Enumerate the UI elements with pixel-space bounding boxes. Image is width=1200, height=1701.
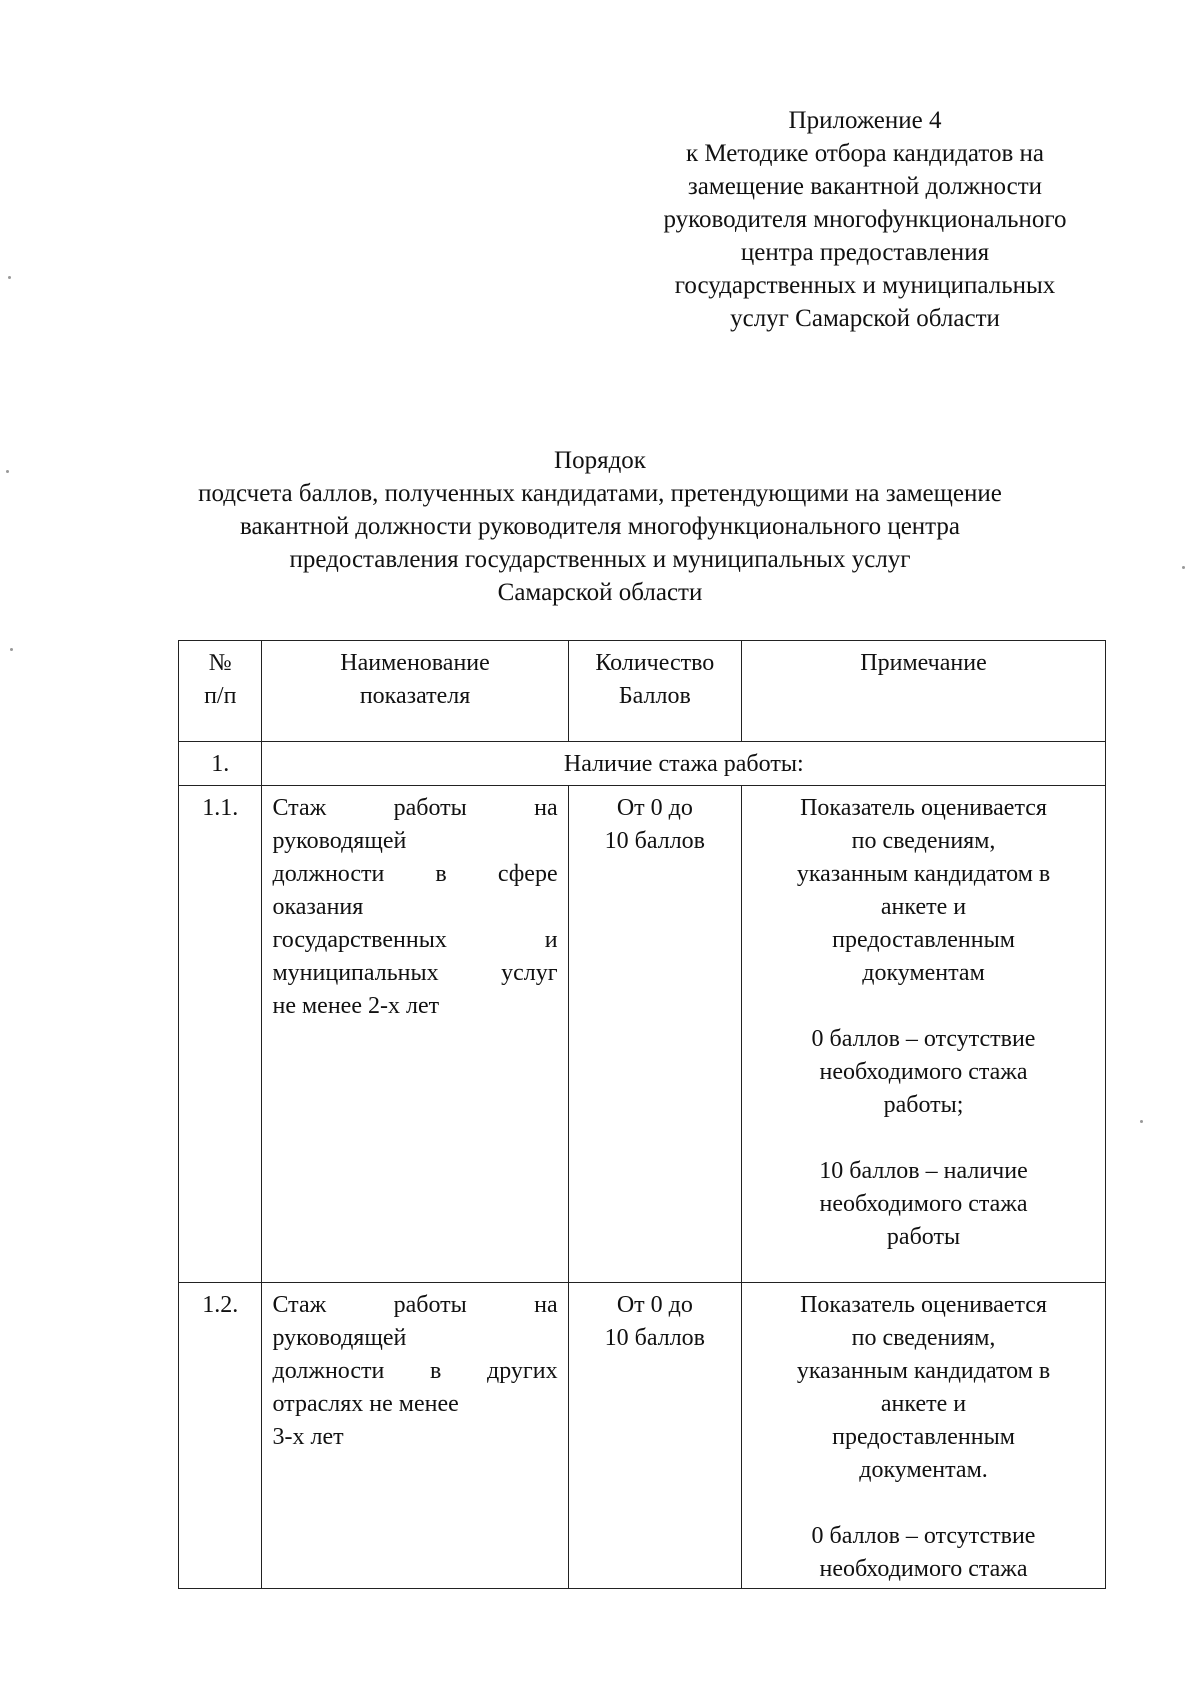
text-line: необходимого стажа	[819, 1059, 1028, 1085]
section-title: Наличие стажа работы:	[262, 742, 1106, 786]
document-title	[150, 444, 1050, 609]
header-points-line: Баллов	[618, 683, 691, 709]
scan-artifact	[1140, 1120, 1143, 1123]
name-line	[272, 924, 557, 957]
text-line: 10 баллов	[604, 828, 705, 854]
scoring-table	[178, 640, 1106, 1589]
title-line: подсчета баллов, полученных кандидатами, претендующими на замещение	[198, 480, 1002, 507]
name-word: должности	[272, 861, 385, 887]
title-line: предоставления государственных и муниципальных услуг	[289, 546, 911, 573]
name-line: оказания	[272, 894, 364, 920]
text-line: предоставленным	[832, 1424, 1015, 1450]
name-line: 3-х лет	[272, 1424, 344, 1450]
text-line: Показатель оценивается	[800, 1292, 1047, 1318]
appendix-line: центра предоставления	[740, 239, 990, 266]
text-line: 0 баллов – отсутствие	[811, 1026, 1036, 1052]
appendix-line: руководителя многофункционального	[663, 206, 1067, 233]
text-line: 10 баллов	[604, 1325, 705, 1351]
row-points	[568, 786, 741, 1283]
name-word: других	[487, 1358, 558, 1384]
name-word: на	[534, 795, 558, 821]
row-num: 1.1.	[179, 786, 262, 1283]
text-line: 0 баллов – отсутствие	[811, 1523, 1036, 1549]
row-note	[742, 786, 1106, 1283]
name-line: не менее 2-х лет	[272, 993, 440, 1019]
header-points-line: Количество	[595, 650, 715, 676]
header-num-line: №	[208, 650, 232, 676]
scan-artifact	[1182, 566, 1185, 569]
text-line: анкете и	[880, 894, 967, 920]
appendix-line: услуг Самарской области	[730, 305, 1000, 332]
title-line: вакантной должности руководителя многофункционального центра	[239, 513, 961, 540]
header-name-line: Наименование	[340, 650, 490, 676]
name-word: и	[544, 927, 558, 953]
text-line: документам.	[859, 1457, 988, 1483]
header-note	[742, 641, 1106, 742]
blank-line	[752, 1487, 1095, 1520]
name-word: должности	[272, 1358, 385, 1384]
appendix-line: замещение вакантной должности	[687, 173, 1043, 200]
header-num-line: п/п	[204, 683, 237, 709]
appendix-header	[640, 104, 1090, 335]
table-header-row	[179, 641, 1106, 742]
name-line	[272, 1355, 557, 1388]
text-line: по сведениям,	[851, 1325, 996, 1351]
scan-artifact	[8, 276, 11, 279]
name-word: государственных	[272, 927, 447, 953]
text-line: 10 баллов – наличие	[819, 1158, 1028, 1184]
text-line: От 0 до	[616, 795, 693, 821]
row-points	[568, 1283, 741, 1589]
name-word: сфере	[497, 861, 558, 887]
title-line: Самарской области	[497, 579, 703, 606]
text-line: работы	[886, 1224, 961, 1250]
text-line: предоставленным	[832, 927, 1015, 953]
name-line	[272, 858, 557, 891]
section-num: 1.	[179, 742, 262, 786]
row-num: 1.2.	[179, 1283, 262, 1589]
name-word: Стаж	[272, 795, 327, 821]
name-word: в	[430, 1358, 442, 1384]
text-line: От 0 до	[616, 1292, 693, 1318]
name-word: услуг	[501, 960, 558, 986]
row-name	[262, 1283, 568, 1589]
title-line: Порядок	[554, 447, 646, 474]
header-num	[179, 641, 262, 742]
scan-artifact	[6, 470, 9, 473]
header-note-line: Примечание	[860, 650, 987, 676]
row-note	[742, 1283, 1106, 1589]
appendix-line: государственных и муниципальных	[674, 272, 1056, 299]
header-points	[568, 641, 741, 742]
text-line: по сведениям,	[851, 828, 996, 854]
text-line: необходимого стажа	[819, 1191, 1028, 1217]
appendix-line: к Методике отбора кандидатов на	[685, 140, 1045, 167]
text-line: анкете и	[880, 1391, 967, 1417]
name-line	[272, 957, 557, 990]
blank-line	[752, 1122, 1095, 1155]
section-row	[179, 742, 1106, 786]
name-word: в	[435, 861, 447, 887]
text-line: указанным кандидатом в	[796, 861, 1051, 887]
text-line: Показатель оценивается	[800, 795, 1047, 821]
blank-line	[752, 990, 1095, 1023]
name-word: работы	[393, 795, 467, 821]
header-name	[262, 641, 568, 742]
table-row	[179, 786, 1106, 1283]
row-name	[262, 786, 568, 1283]
name-word: работы	[393, 1292, 467, 1318]
name-line: руководящей	[272, 1325, 407, 1351]
scan-artifact	[10, 648, 13, 651]
text-line: необходимого стажа	[819, 1556, 1028, 1582]
table-row	[179, 1283, 1106, 1589]
text-line: работы;	[883, 1092, 964, 1118]
name-line: руководящей	[272, 828, 407, 854]
appendix-line: Приложение 4	[788, 107, 942, 134]
text-line: указанным кандидатом в	[796, 1358, 1051, 1384]
name-line	[272, 792, 557, 825]
name-line: отраслях не менее	[272, 1391, 459, 1417]
name-line	[272, 1289, 557, 1322]
name-word: муниципальных	[272, 960, 439, 986]
text-line: документам	[862, 960, 985, 986]
name-word: Стаж	[272, 1292, 327, 1318]
name-word: на	[534, 1292, 558, 1318]
header-name-line: показателя	[359, 683, 471, 709]
